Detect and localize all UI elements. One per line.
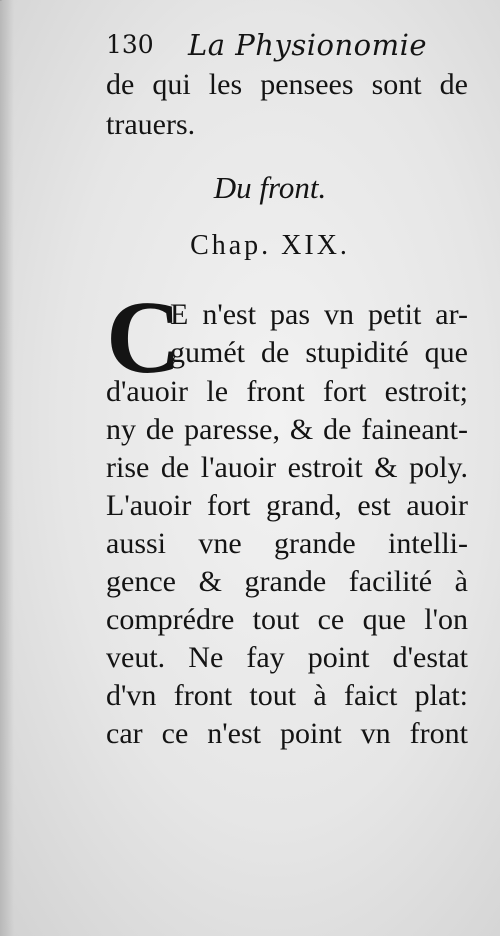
text-line: ny de paresse, & de faineant- (106, 413, 468, 446)
text-line: gence & grande facilité à (106, 565, 468, 598)
section-title: Du front. (213, 170, 327, 205)
text-line: veut. Ne fay point d'estat (106, 641, 468, 674)
text-line: d'vn front tout à faict plat: (106, 679, 468, 712)
running-head: La Physionomie (188, 28, 428, 62)
page-edge-shadow (0, 0, 14, 936)
chapter-heading: Chap. XIX. (190, 230, 350, 261)
page-number: 130 (106, 30, 154, 59)
text-line: d'auoir le front fort estroit; (106, 375, 468, 408)
text-line: car ce n'est point vn front (106, 717, 468, 750)
text-line: rise de l'auoir estroit & poly. (106, 451, 468, 484)
text-line: de qui les pensees sont de (106, 68, 468, 101)
text-line: E n'est pas vn petit ar- (170, 298, 468, 331)
text-line: trauers. (106, 108, 196, 141)
page-header (106, 30, 476, 64)
text-line: L'auoir fort grand, est auoir (106, 489, 468, 522)
text-line: gumét de stupidité que (170, 336, 468, 369)
text-line: aussi vne grande intelli- (106, 527, 468, 560)
text-line: comprédre tout ce que l'on (106, 603, 468, 636)
drop-cap: C (106, 280, 182, 395)
